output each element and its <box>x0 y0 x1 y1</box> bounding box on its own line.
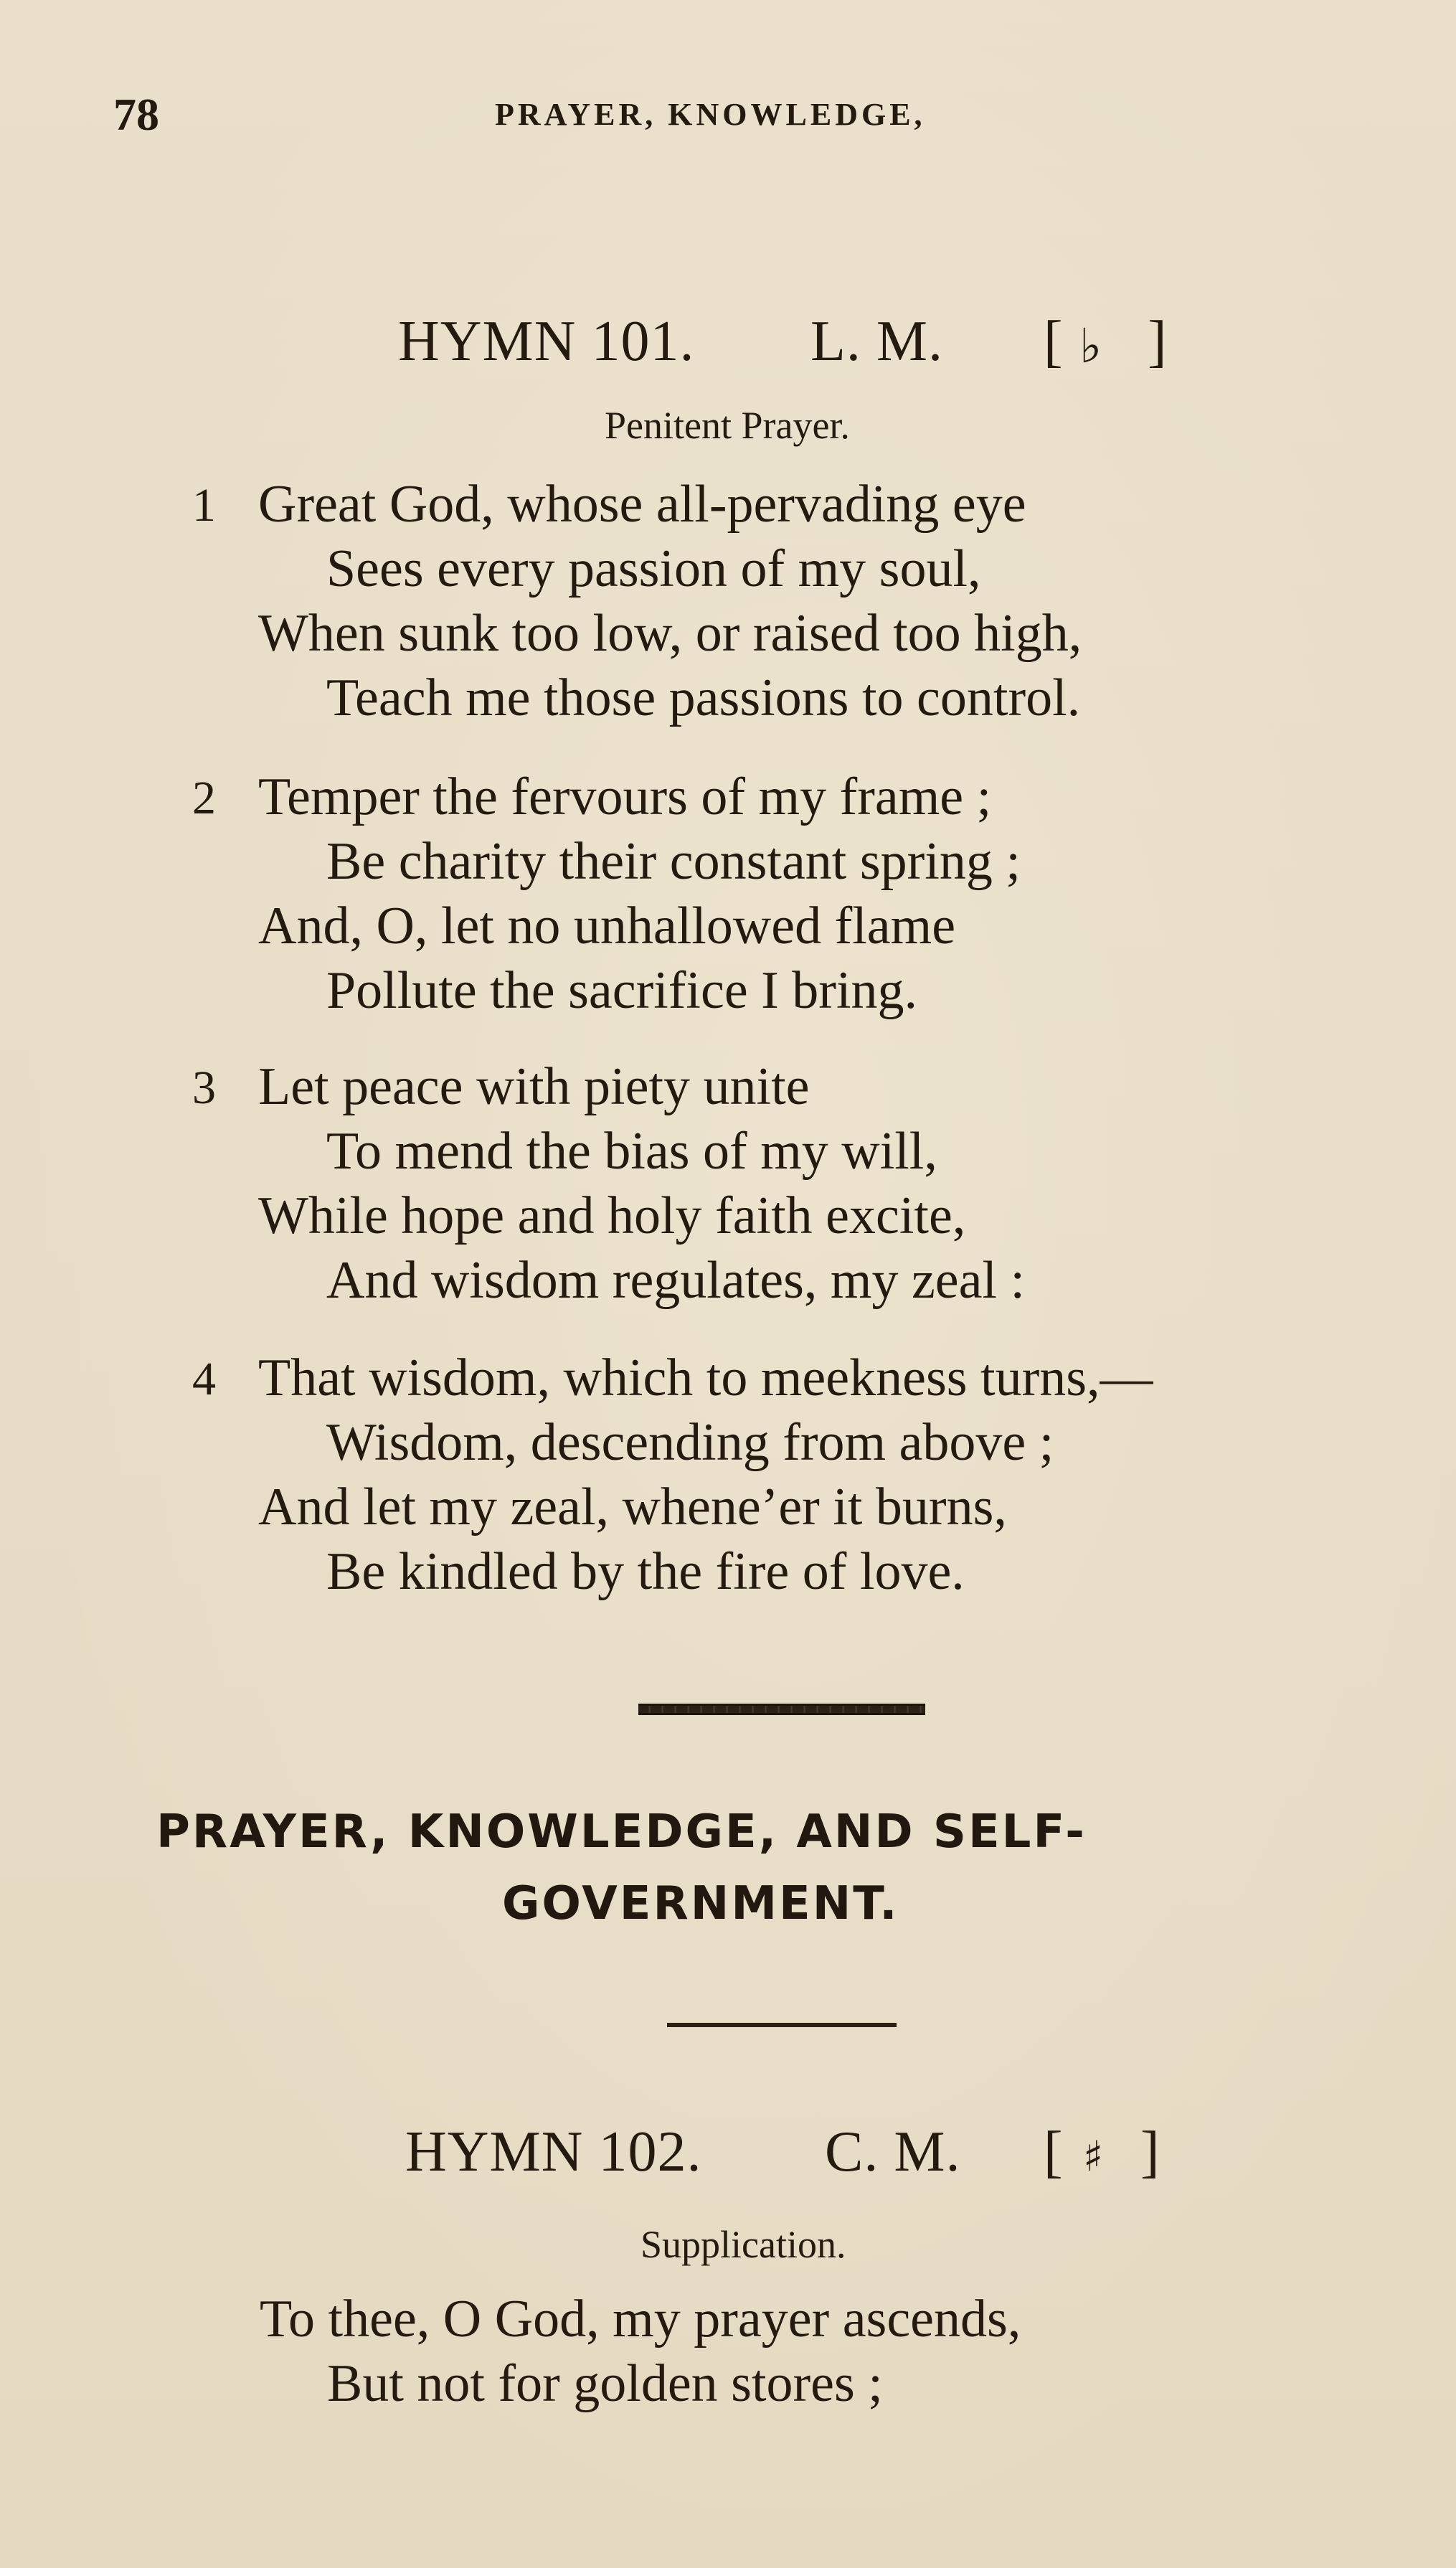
stanza-3-line-3: While hope and holy faith excite, <box>258 1186 966 1245</box>
stanza-3-line-4: And wisdom regulates, my zeal : <box>326 1251 1026 1310</box>
sharp-sign-icon: ♯ <box>1083 2132 1104 2181</box>
section-underline-rule <box>667 2023 897 2027</box>
hymn-102-key-close: ] <box>1140 2120 1160 2184</box>
section-title-line-1: PRAYER, KNOWLEDGE, AND SELF- <box>156 1805 1087 1859</box>
stanza-4-line-4: Be kindled by the fire of love. <box>326 1542 965 1601</box>
stanza-1-number: 1 <box>192 479 216 532</box>
stanza-3-line-2: To mend the bias of my will, <box>326 1122 937 1181</box>
stanza-3-line-1: Let peace with piety unite <box>258 1057 810 1116</box>
hymn-102-number: HYMN 102. <box>405 2120 702 2184</box>
section-title-line-2: GOVERNMENT. <box>502 1877 899 1930</box>
hymn-102-meter: C. M. <box>825 2120 961 2184</box>
hymn-102-line-2: But not for golden stores ; <box>327 2354 883 2413</box>
stanza-2-number: 2 <box>192 772 216 824</box>
stanza-2-line-4: Pollute the sacrifice I bring. <box>326 961 918 1020</box>
stanza-4-line-1: That wisdom, which to meekness turns,— <box>258 1349 1153 1407</box>
hymn-102-key-open: [ <box>1044 2120 1064 2184</box>
stanza-1-line-3: When sunk too low, or raised too high, <box>258 604 1082 663</box>
section-divider-rule <box>638 1704 925 1715</box>
hymn-101-meter: L. M. <box>810 310 943 373</box>
running-head: PRAYER, KNOWLEDGE, <box>495 97 926 132</box>
stanza-3-number: 3 <box>192 1062 216 1114</box>
hymn-101-key-open: [ <box>1044 310 1064 373</box>
stanza-4-line-3: And let my zeal, whene’er it burns, <box>258 1478 1007 1536</box>
hymn-101-number: HYMN 101. <box>398 310 695 373</box>
hymn-101-key-close: ] <box>1148 310 1168 373</box>
hymn-102-line-1: To thee, O God, my prayer ascends, <box>260 2290 1021 2349</box>
hymn-101-subtitle: Penitent Prayer. <box>605 404 850 447</box>
flat-sign-icon: ♭ <box>1079 318 1102 374</box>
page-number: 78 <box>113 89 159 140</box>
stanza-1-line-4: Teach me those passions to control. <box>326 669 1081 727</box>
stanza-1-line-2: Sees every passion of my soul, <box>326 539 981 598</box>
stanza-2-line-1: Temper the fervours of my frame ; <box>258 768 992 826</box>
hymn-102-subtitle: Supplication. <box>640 2223 846 2266</box>
stanza-2-line-3: And, O, let no unhallowed flame <box>258 897 956 955</box>
stanza-1-line-1: Great God, whose all-pervading eye <box>258 475 1026 534</box>
stanza-4-number: 4 <box>192 1353 216 1405</box>
stanza-4-line-2: Wisdom, descending from above ; <box>326 1413 1054 1472</box>
stanza-2-line-2: Be charity their constant spring ; <box>326 832 1021 891</box>
